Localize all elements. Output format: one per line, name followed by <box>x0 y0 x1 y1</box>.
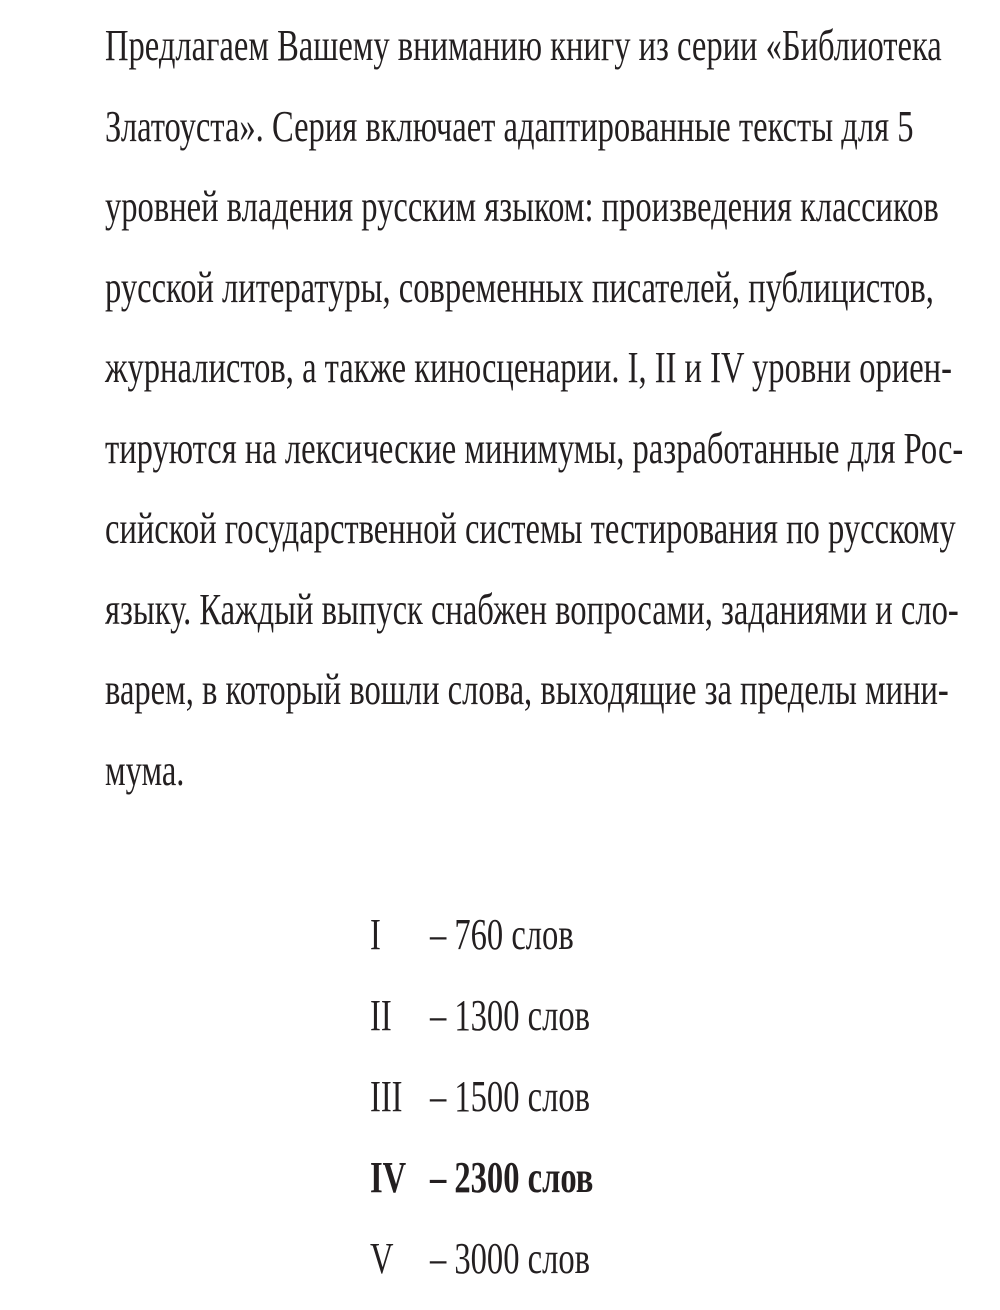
level-word-count: – 2300 слов <box>429 1153 594 1202</box>
paragraph-line: тируются на лексические минимумы, разработанные для Рос- <box>105 423 964 473</box>
paragraph-line: варем, в который вошли слова, выходящие за пределы мини- <box>105 665 949 714</box>
level-number: IV <box>370 1153 407 1202</box>
level-item <box>370 1067 666 1148</box>
level-item <box>370 905 666 986</box>
level-number: V <box>370 1234 394 1283</box>
level-number: II <box>370 991 392 1040</box>
paragraph-line: мума. <box>105 745 185 795</box>
intro-paragraph <box>105 18 1000 823</box>
paragraph-line: русской литературы, современных писателей, публицистов, <box>105 262 934 312</box>
level-item <box>370 986 666 1067</box>
levels-list <box>370 905 770 1310</box>
paragraph-line: Предлагаем Вашему вниманию книгу из серии «Библиотека <box>105 21 942 70</box>
level-word-count: – 1500 слов <box>429 1072 590 1121</box>
paragraph-line: Златоуста». Серия включает адаптированные тексты для 5 <box>105 101 914 151</box>
level-item <box>370 1148 666 1229</box>
paragraph-line: уровней владения русским языком: произведения классиков <box>105 182 939 231</box>
paragraph-line: сийской государственной системы тестирования по русскому <box>105 504 956 553</box>
paragraph-line: журналистов, а также киносценарии. I, II и IV уровни ориен- <box>105 343 952 392</box>
paragraph-line: языку. Каждый выпуск снабжен вопросами, заданиями и сло- <box>105 584 959 634</box>
level-item <box>370 1229 666 1310</box>
level-number: III <box>370 1072 403 1121</box>
level-word-count: – 760 слов <box>429 910 574 959</box>
level-word-count: – 3000 слов <box>429 1234 590 1283</box>
level-number: I <box>370 910 381 959</box>
level-word-count: – 1300 слов <box>429 991 590 1040</box>
